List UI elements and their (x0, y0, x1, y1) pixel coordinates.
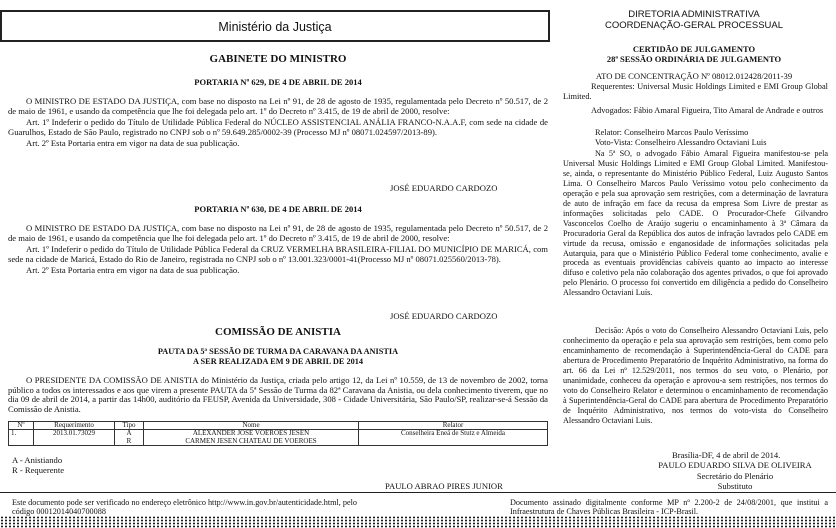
paragraph: Art. 1º Indeferir o pedido do Título de Utilidade Pública Federal da CRUZ VERMELHA BRASILEIRA-FILIAL DO MUNICÍPIO DE MARICÁ, com sede na cidade de Maricá, Estado do Rio de Janeiro, registrada no CNPJ sob o nº 13.001.323/0001-41(Processo MJ nº 08071.025560/2013-78). (8, 244, 548, 264)
paragraph: O MINISTRO DE ESTADO DA JUSTIÇA, com base no disposto na Lei nº 91, de 28 de agosto de 1935, regulamentada pelo Decreto nº 50.517, de 2 de maio de 1961, e usando da competência que lhe foi delegada pelo art. 1º do Decreto nº 3.415, de 19 de abril de 2000, resolve: (8, 96, 548, 116)
portaria-629-signature: JOSÉ EDUARDO CARDOZO (390, 183, 498, 193)
cell-nome (144, 430, 359, 446)
header-relator: Relator (359, 422, 548, 430)
left-footer: Este documento pode ser verificado no endereço eletrônico http://www.in.gov.br/autenticidade.html, pelo código 00012014040700088 (12, 498, 357, 516)
pauta-text (8, 376, 548, 414)
paragraph: Art. 1º Indeferir o pedido do Título de Utilidade Pública Federal do NÚCLEO ASSISTENCIAL ANÁLIA FRANCO-N.A.A.F, com sede na cidade de Guarulhos, Estado de São Paulo, registrado no CNPJ sob o nº 59.649.285/0002-39 (Processo MJ nº 08071.024597/2013-89). (8, 117, 548, 137)
date-line: Brasília-DF, 4 de abril de 2014. (672, 450, 781, 460)
right-footer: Documento assinado digitalmente conforme MP nº 2.200-2 de 24/08/2001, que institui a Infraestrutura de Chaves Públicas Brasileira - ICP-Brasil. (510, 498, 828, 516)
paragraph: Art. 2º Esta Portaria entra em vigor na data de sua publicação. (26, 265, 240, 276)
voto-vista: Voto-Vista: Conselheiro Alessandro Octaviani Luis (595, 138, 767, 147)
signer-role-sub: Substituto (717, 481, 753, 491)
paragraph: O MINISTRO DE ESTADO DA JUSTIÇA, com base no disposto na Lei nº 91, de 28 de agosto de 1935, regulamentada pelo Decreto nº 50.517, de 2 de maio de 1961, e usando da competência que lhe foi delegada pelo art. 1º do Decreto nº 3.415, de 19 de abril de 2000, resolve: (8, 223, 548, 243)
cell-relator: Conselheira Eneá de Stutz e Almeida (359, 430, 548, 446)
portaria-630-signature: JOSÉ EDUARDO CARDOZO (390, 311, 498, 321)
footer-rule (0, 492, 836, 493)
pauta-title-1: PAUTA DA 5ª SESSÃO DE TURMA DA CARAVANA DA ANISTIA (157, 347, 399, 356)
signer-name: PAULO EDUARDO SILVA DE OLIVEIRA (658, 460, 812, 470)
tipo-r: R (126, 436, 132, 445)
legend-requerente: R - Requerente (12, 465, 65, 475)
header-box-bottom (0, 40, 550, 42)
table-row (9, 430, 548, 446)
requerentes: Requerentes: Universal Music Holdings Limited e EMI Group Global Limited. (563, 82, 828, 102)
halftone-strip (0, 516, 836, 528)
portaria-630-text (8, 224, 548, 276)
portaria-629-text (8, 97, 548, 149)
advogados: Advogados: Fábio Amaral Figueira, Tito Amaral de Andrade e outros (591, 106, 824, 115)
comissao-title: COMISSÃO DE ANISTIA (215, 326, 341, 338)
paragraph: O PRESIDENTE DA COMISSÃO DE ANISTIA do Ministério da Justiça, criada pelo artigo 12, da Lei nº 10.559, de 13 de novembro de 2002, torna público a todos os interessados e aos que virem a presente PAUTA da 5ª Sessão de Turma da 82ª Caravana da Anistia, ou dela conhecimento tiverem, que no dia 09 de abril de 2014, a partir das 14h00, auditório da FEUSP, Avenida da Universidade, 308 - Cidade Universitária, São Paulo/SP, realizar-se-á Sessão da Comissão de Anistia. (8, 375, 548, 414)
top-rule (0, 10, 550, 12)
sessao-paragraph: Na 5ª SO, o advogado Fábio Amaral Figueira manifestou-se pela Universal Music Holdings Limited e EMI Group Global Limited. Manifestou-se, ainda, o representante do Ministério Público Federal, Luiz Augusto Santos Lima. O Conselheiro Marcos Paulo Veríssimo votou pelo conhecimento da operação e pela sua aprovação sem restrições, com a determinação de lavratura de auto de infração em face da recusa da empresa Som Livre de prestar as informações solicitadas pelo CADE. O Procurador-Chefe Gilvandro Vasconcelos Coelho de Araújo sugeriu o encaminhamento à 3ª Câmara da Procuradoria Geral da República dos autos de infração lavrados pelo CADE em virtude da recusa, omissão e enganosidade de informações solicitadas pela Autarquia, para que o Ministério Público Federal tome conhecimento, avalie e proceda as eventuais providências cabíveis quanto ao impacto ao interesse difuso e coletivo pela não colaboração dos agentes privados, o que foi aprovado pelo Plenário. O processo foi convertido em diligência a pedido do Conselheiro Alessandro Octaviani Luís. (563, 149, 828, 298)
header-n: Nº (9, 422, 34, 430)
cert-title-1: CERTIDÃO DE JULGAMENTO (632, 44, 756, 54)
header-requerimento: Requerimento (34, 422, 115, 430)
header-tipo: Tipo (115, 422, 144, 430)
signer-role: Secretário do Plenário (696, 471, 774, 481)
pauta-table (8, 421, 548, 446)
ato-concentracao: ATO DE CONCENTRAÇÃO Nº 08012.012428/2011-39 (595, 71, 793, 81)
cell-tipo (115, 430, 144, 446)
cell-requerimento: 2013.01.73029 (34, 430, 115, 446)
ministry-title: Ministério da Justiça (218, 20, 332, 34)
header-nome: Nome (144, 422, 359, 430)
cabinet-title: GABINETE DO MINISTRO (209, 53, 347, 65)
relator: Relator: Conselheiro Marcos Paulo Veríssimo (595, 128, 749, 137)
portaria-629-title: PORTARIA Nº 629, DE 4 DE ABRIL DE 2014 (194, 77, 362, 87)
cell-n: 1. (9, 430, 34, 446)
dept-title-2: COORDENAÇÃO-GERAL PROCESSUAL (604, 20, 784, 31)
comissao-signature: PAULO ABRAO PIRES JUNIOR (385, 481, 503, 491)
paragraph: Art. 2º Esta Portaria entra em vigor na data de sua publicação. (26, 138, 240, 149)
nome-requerente: CARMEN JESEN CHATEAU DE VOEROES (185, 436, 317, 445)
decisao-paragraph: Decisão: Após o voto do Conselheiro Alessandro Octaviani Luis, pelo conhecimento da operação e pela sua aprovação sem restrições, bem como pelo encaminhamento de recomendação à Superintendência-Geral do CADE para abertura de Procedimento Preparatório de Inquérito Administrativo, na forma do art. 66 da Lei nº 12.529/2011, nos termos do seu voto, o Plenário, por unanimidade, conheceu da operação e aprovou-a sem restrições, nos termos do voto do Conselheiro Relator e determinou o encaminhamento de recomendação à Superintendência-Geral do CADE para abertura de Procedimento Preparatório de Inquérito Administrativo, nos termos do voto-vista do Conselheiro Alessandro Octaviani Luis. (563, 326, 828, 425)
tipo-a: A (126, 429, 132, 438)
portaria-630-title: PORTARIA Nº 630, DE 4 DE ABRIL DE 2014 (194, 204, 362, 214)
cert-title-2: 28ª SESSÃO ORDINÁRIA DE JULGAMENTO (606, 54, 782, 64)
pauta-title-2: A SER REALIZADA EM 9 DE ABRIL DE 2014 (192, 357, 364, 366)
legend-anistiando: A - Anistiando (12, 455, 63, 465)
nome-anistiando: ALEXANDER JOSE VOEROES JESEN (192, 429, 310, 438)
dept-title-1: DIRETORIA ADMINISTRATIVA (628, 9, 760, 20)
